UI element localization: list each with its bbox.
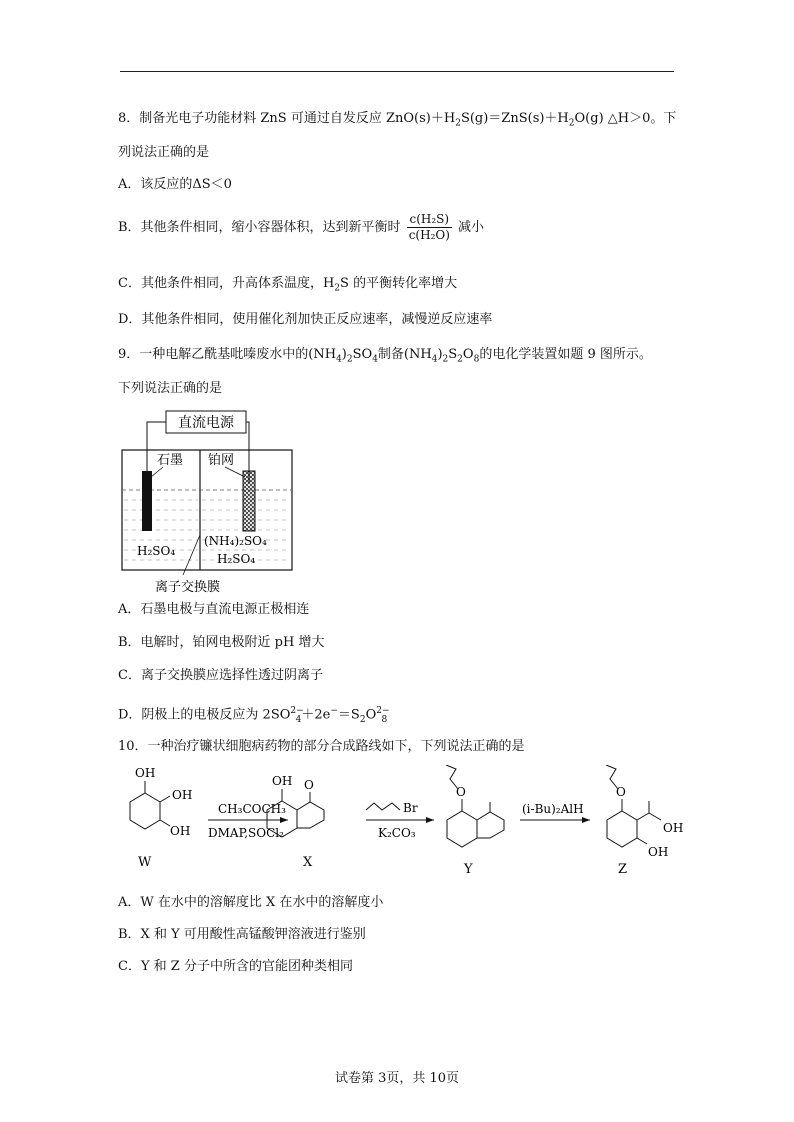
graphite-electrode — [142, 471, 152, 531]
synthesis-scheme — [110, 765, 710, 880]
q9-option-b: B．电解时，铂网电极附近 pH 增大 — [118, 635, 325, 650]
q9-option-a: A．石墨电极与直流电源正极相连 — [118, 602, 310, 617]
X-oh: OH — [272, 774, 293, 788]
W-ring — [130, 793, 160, 829]
q8-fraction: $\frac{\text{c(H₂S)}}{\text{c(H₂O)}}$ — [408, 212, 450, 242]
electrolysis-figure — [115, 405, 305, 600]
reagent1-bottom: DMAP,SOCl₂ — [208, 826, 284, 840]
graphite-label: 石墨 — [157, 453, 184, 468]
power-supply-label: 直流电源 — [178, 415, 234, 431]
Z-oh-bottom: OH — [648, 845, 669, 859]
Z-ring — [607, 811, 637, 847]
W-oh-bottom: OH — [170, 824, 191, 838]
Z-oh-right: OH — [663, 821, 684, 835]
q8-option-c: C．其他条件相同，升高体系温度，$H_2S$ 的平衡转化率增大 — [118, 276, 458, 294]
Y-ring — [447, 811, 477, 847]
q9-option-d: D．阴极上的电极反应为 $2SO^{2-}_4+2e^-=S_2O^{2-}_8$ — [118, 706, 390, 725]
q10-option-a: A．W 在水中的溶解度比 X 在水中的溶解度小 — [118, 895, 384, 910]
Z-ether-o: O — [616, 785, 626, 799]
page-footer: 试卷第 3页，共 10页 — [334, 1071, 460, 1086]
q8-stem: 8．制备光电子功能材料 ZnS 可通过自发反应 $ZnO(s)+H_2S(g)=ZnS(s)+H_2O(g)$ △H＞0。下 — [118, 111, 677, 129]
header-rule — [120, 71, 674, 72]
q9-stem: 9．一种电解乙酰基吡嗪废水中的$(NH_4)_2SO_4$制备$(NH_4)_2S_2O_8$的电化学装置如题 9 图所示。 — [118, 347, 652, 365]
q9-option-c: C．离子交换膜应选择性透过阴离子 — [118, 668, 323, 683]
reagent2-bottom: K₂CO₃ — [378, 826, 416, 840]
q8-option-a: A．该反应的ΔS＜0 — [118, 177, 232, 192]
reagent3-top: (i-Bu)₂AlH — [522, 802, 584, 816]
W-oh-top: OH — [135, 766, 156, 780]
W-oh-right: OH — [172, 788, 193, 802]
q10-option-b: B．X 和 Y 可用酸性高锰酸钾溶液进行鉴别 — [118, 927, 366, 942]
q8-stem-line2: 列说法正确的是 — [118, 145, 210, 160]
q8-option-b: B．其他条件相同，缩小容器体积，达到新平衡时 $\frac{\text{c(H₂S)}}{\text{c(H₂O)}}$ 减小 — [118, 212, 485, 242]
W-label: W — [138, 855, 152, 870]
Y-ether-o: O — [456, 785, 466, 799]
right-solution-label-2: H₂SO₄ — [217, 552, 256, 566]
X-label: X — [303, 855, 313, 870]
q10-stem: 10．一种治疗镰状细胞病药物的部分合成路线如下，下列说法正确的是 — [118, 739, 525, 754]
Z-label: Z — [618, 862, 628, 877]
q8-option-d: D．其他条件相同，使用催化剂加快正反应速率，减慢逆反应速率 — [118, 312, 493, 327]
platinum-label: 铂网 — [208, 453, 235, 468]
Y-label: Y — [464, 862, 473, 877]
reagent2-top: Br — [403, 801, 418, 815]
membrane-label: 离子交换膜 — [155, 580, 221, 595]
q9-stem-line2: 下列说法正确的是 — [118, 381, 223, 396]
platinum-mesh-electrode — [243, 471, 255, 531]
reagent1-top: CH₃COCH₃ — [218, 802, 286, 816]
left-solution-label: H₂SO₄ — [137, 544, 176, 558]
right-solution-label-1: (NH₄)₂SO₄ — [204, 534, 267, 548]
q10-option-c: C．Y 和 Z 分子中所含的官能团种类相同 — [118, 959, 353, 974]
X-carbonyl-o: O — [304, 778, 314, 792]
